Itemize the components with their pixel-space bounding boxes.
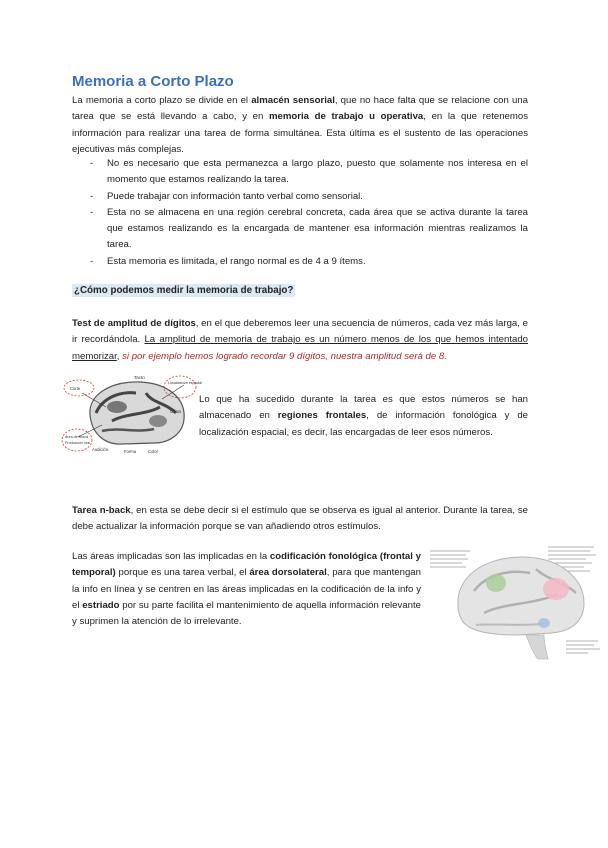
label-produccion-oral: Producción oral [65,441,90,445]
comma: , [116,350,123,362]
brain-stem [526,635,548,659]
list-item: - Esta no se almacena en una región cerebral concreta, cada área que se activa durante la tarea que estamos realizando es la encargada de mantener esa información mientras realizamos la tarea. [72,205,528,254]
label-tacto: Tacto [134,375,145,380]
brain-areas-figure [62,373,202,455]
areas-text-4: por su parte facilita el mantenimiento de aquella información relevante y suprimen la atención de lo irrelevante. [72,599,421,628]
highlight-circle [164,376,196,398]
parietal-area-highlight [543,578,569,600]
intro-text-1: La memoria a corto plazo se divide en el [72,95,252,106]
dorsolateral-area-highlight [486,574,506,592]
digit-span-text: , en el que deberemos leer una secuencia de números, cada vez más larga, e ir recordándola. [72,318,528,346]
areas-paragraph [72,549,421,630]
areas-bold-3: estriado [82,599,120,611]
intro-text-2: , que no hace falta que se relacione con una tarea que se está llevando a cabo, y en [72,95,528,123]
intro-paragraph [72,93,528,158]
areas-text-2: porque es una tarea verbal, el [115,567,250,579]
list-item: - Puede trabajar con información tanto verbal como sensorial. [72,189,528,205]
areas-bold-2: área dorsolateral [249,567,327,579]
intro-bold-2: memoria de trabajo u operativa [268,111,424,123]
label-corte: Corte [70,386,81,391]
brain-region [149,415,167,427]
question-heading: ¿Cómo podemos medir la memoria de trabajo? [74,285,294,296]
label-broca: Área de Broca [65,435,88,439]
digit-span-title: Test de amplitud de dígitos [72,318,196,329]
nback-paragraph [72,503,528,536]
intro-text-3: , en la que retenemos información para realizar una tarea de forma simultánea. Esta última es el sustento de las operaciones ejecutivas más complejas. [72,111,528,155]
section-title: Memoria a Corto Plazo [72,73,234,90]
nback-title: Tarea n-back [72,505,131,516]
brain-nback-figure [426,543,608,661]
label-color: Color [148,449,159,454]
list-item: - Esta memoria es limitada, el rango normal es de 4 a 9 ítems. [72,254,528,270]
figure1-paragraph [199,392,528,441]
digit-span-underlined: La amplitud de memoria de trabajo es un número menos de los que hemos intentado memorizar [72,334,528,362]
digit-span-example: si por ejemplo hemos logrado recordar 9 dígitos, nuestra amplitud será de 8. [122,350,447,362]
label-audicion: Audición [92,447,109,452]
list-item: - No es necesario que esta permanezca a largo plazo, puesto que solamente nos interesa en el momento que estamos realizando la tarea. [72,156,528,189]
brain-region [107,401,127,413]
nback-text: , en esta se debe decir si el estímulo que se observa es igual al anterior. Durante la tarea, se debe actualizar la información porque se van añadiendo otros estímulos. [72,505,528,533]
digit-span-paragraph [72,316,528,365]
temporal-area-highlight [538,618,550,628]
areas-text-1: Las áreas implicadas son las implicadas en la [72,551,270,562]
label-forma: Forma [124,449,137,454]
bullet-list [72,156,528,270]
figure1-bold: regiones frontales [277,410,367,422]
label-localizacion: Localización espacial [168,381,202,385]
areas-bold-1: codificación fonológica (frontal y temporal) [72,551,421,579]
brain-gyrus [102,429,154,431]
figure1-text-1: Lo que ha sucedido durante la tarea es que estos números se han almacenado en [199,394,528,422]
label-olfato: Olfato [170,409,182,414]
figure1-text-2: , de información fonológica y de localización espacial, es decir, las encargadas de leer esos números. [199,410,528,438]
intro-bold-1: almacén sensorial [251,95,335,106]
areas-text-3: , para que mantengan la info en línea y se centren en las áreas implicadas en la codificación de la info y el [72,567,421,611]
